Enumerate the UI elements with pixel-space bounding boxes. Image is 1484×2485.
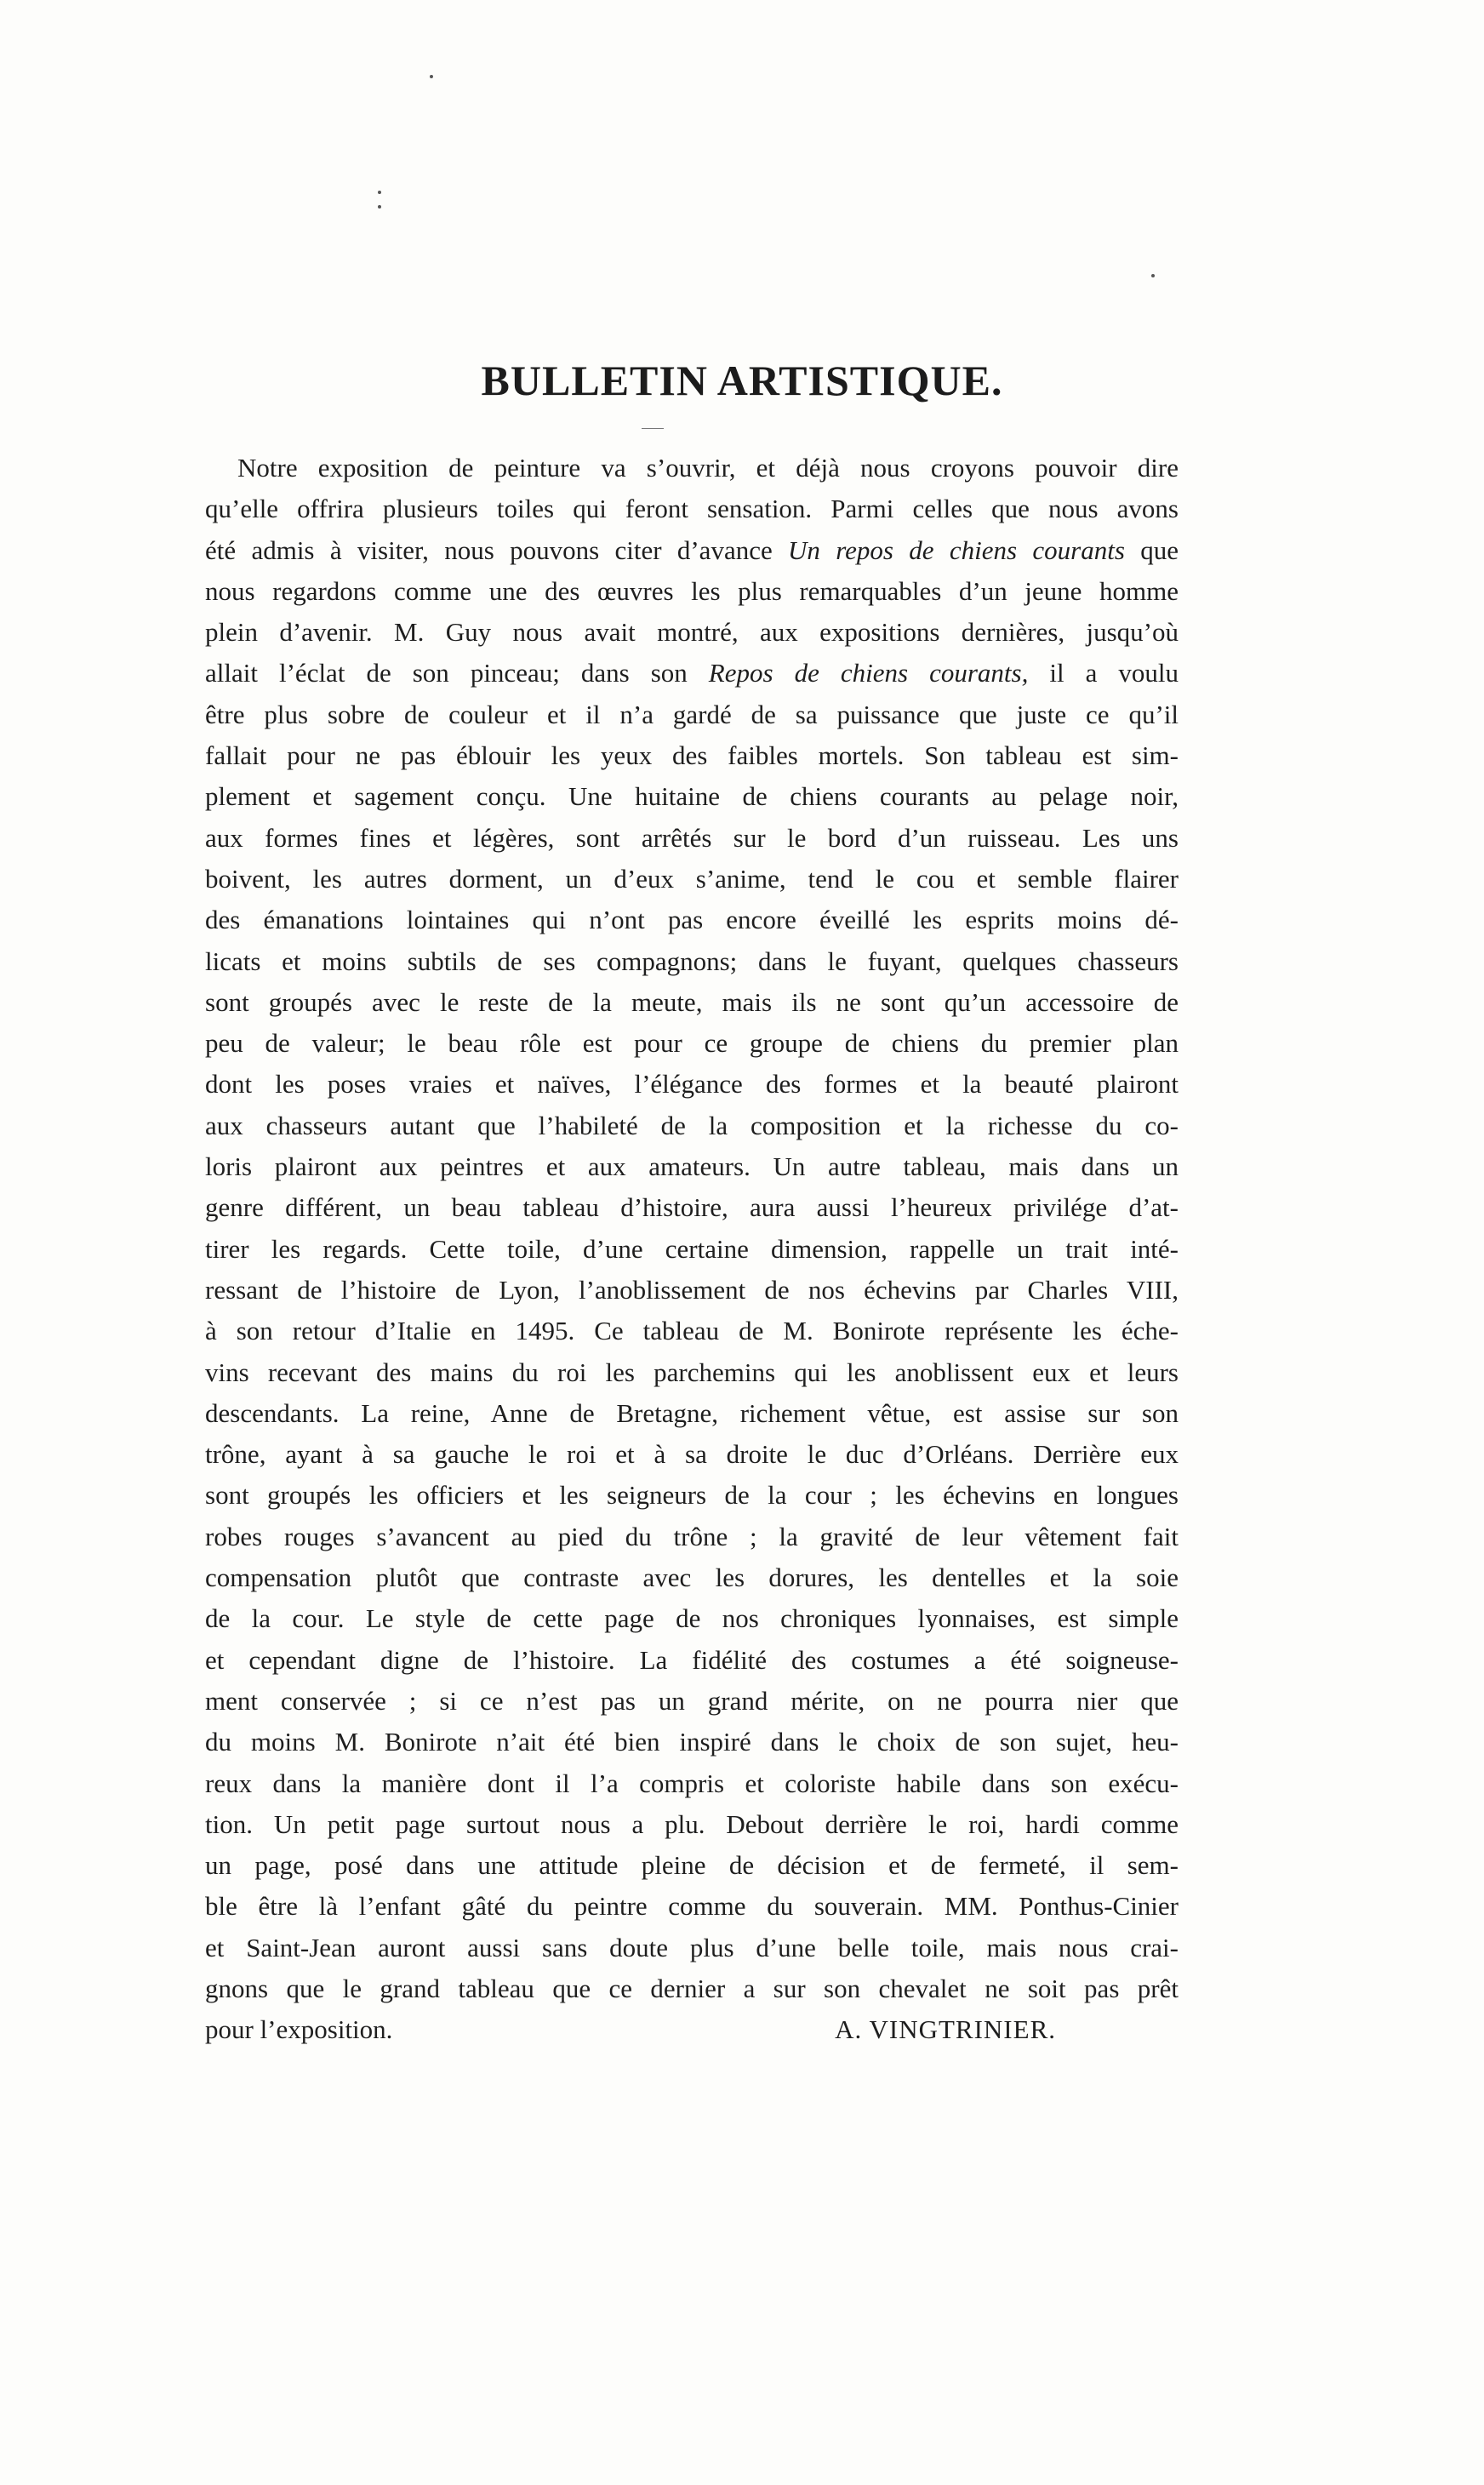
line-text: sont groupés avec le reste de la meute, mais ils ne sont qu’un accessoire de	[205, 986, 1179, 1017]
text-line	[205, 571, 1179, 612]
line-text: du moins M. Bonirote n’ait été bien inspiré dans le choix de son sujet, heu-	[205, 1727, 1179, 1757]
line-text: de la cour. Le style de cette page de nos chroniques lyonnaises, est simple	[205, 1603, 1179, 1634]
line-text: dont les poses vraies et naïves, l’élégance des formes et la beauté plairont	[205, 1069, 1179, 1100]
line-text: été admis à visiter, nous pouvons citer d’avance	[205, 534, 789, 565]
text-line	[205, 1434, 1179, 1475]
line-text: loris plairont aux peintres et aux amateurs. Un autre tableau, mais dans un	[205, 1151, 1179, 1182]
line-text: fallait pour ne pas éblouir les yeux des faibles mortels. Son tableau est sim-	[205, 740, 1179, 771]
line-text: Notre exposition de peinture va s’ouvrir, et déjà nous croyons pouvoir dire	[237, 453, 1179, 483]
line-text: aux chasseurs autant que l’habileté de la composition et la richesse du co-	[205, 1110, 1179, 1140]
text-line	[205, 1681, 1179, 1722]
text-line	[205, 1023, 1179, 1064]
ink-speck	[378, 205, 381, 209]
line-text: ble être là l’enfant gâté du peintre comme du souverain. MM. Ponthus-Cinier	[205, 1891, 1179, 1922]
text-line	[205, 1146, 1179, 1187]
text-line	[205, 448, 1179, 488]
text-line	[205, 1845, 1179, 1886]
line-text: un page, posé dans une attitude pleine de décision et de fermeté, il sem-	[205, 1850, 1179, 1881]
line-text: trône, ayant à sa gauche le roi et à sa droite le duc d’Orléans. Derrière eux	[205, 1439, 1179, 1470]
line-text: reux dans la manière dont il l’a compris et coloriste habile dans son exécu-	[205, 1768, 1179, 1798]
text-line	[205, 612, 1179, 653]
line-text: plement et sagement conçu. Une huitaine de chiens courants au pelage noir,	[205, 781, 1179, 812]
text-line	[205, 1105, 1179, 1146]
line-text: des émanations lointaines qui n’ont pas encore éveillé les esprits moins dé-	[205, 905, 1179, 935]
line-text: peu de valeur; le beau rôle est pour ce groupe de chiens du premier plan	[205, 1028, 1179, 1059]
line-text: robes rouges s’avancent au pied du trône ; la gravité de leur vêtement fait	[205, 1521, 1179, 1551]
ink-speck	[430, 75, 433, 78]
italic-title: Repos de chiens courants,	[708, 658, 1029, 688]
line-text: gnons que le grand tableau que ce dernier a sur son chevalet ne soit pas prêt	[205, 1973, 1179, 2003]
text-line	[205, 1393, 1179, 1434]
text-line	[205, 776, 1179, 817]
bulletin-title: BULLETIN ARTISTIQUE.	[481, 357, 1003, 404]
text-line	[205, 1722, 1179, 1762]
line-text: vins recevant des mains du roi les parchemins qui les anoblissent eux et leurs	[205, 1357, 1179, 1387]
line-text: qu’elle offrira plusieurs toiles qui feront sensation. Parmi celles que nous avons	[205, 494, 1179, 524]
line-text: aux formes fines et légères, sont arrêtés sur le bord d’un ruisseau. Les uns	[205, 822, 1179, 853]
line-text: allait l’éclat de son pinceau; dans son	[205, 658, 709, 688]
text-line	[205, 1886, 1179, 1927]
text-line	[205, 1640, 1179, 1681]
line-text: boivent, les autres dorment, un d’eux s’anime, tend le cou et semble flairer	[205, 863, 1179, 894]
line-text: être plus sobre de couleur et il n’a gardé de sa puissance que juste ce qu’il	[205, 699, 1179, 729]
closing-text: pour l’exposition.	[205, 2014, 393, 2045]
text-line	[205, 1928, 1179, 1968]
text-line	[205, 859, 1179, 900]
text-line	[205, 530, 1179, 571]
ink-speck	[378, 191, 381, 194]
text-line	[205, 941, 1179, 982]
text-line	[205, 818, 1179, 859]
author-signature: A. VINGTRINIER.	[835, 2014, 1056, 2045]
line-text: descendants. La reine, Anne de Bretagne, richement vêtue, est assise sur son	[205, 1397, 1179, 1428]
text-line	[205, 982, 1179, 1023]
line-text: ment conservée ; si ce n’est pas un grand mérite, on ne pourra nier que	[205, 1685, 1179, 1716]
text-line	[205, 488, 1179, 529]
line-text: licats et moins subtils de ses compagnons; dans le fuyant, quelques chasseurs	[205, 945, 1179, 976]
article-body	[205, 448, 1179, 2051]
text-line	[205, 1598, 1179, 1639]
text-line	[205, 1804, 1179, 1845]
italic-title: Un repos de chiens courants	[788, 534, 1125, 565]
text-line	[205, 1270, 1179, 1311]
text-line	[205, 1475, 1179, 1516]
line-text: nous regardons comme une des œuvres les plus remarquables d’un jeune homme	[205, 575, 1179, 606]
line-text: et cependant digne de l’histoire. La fidélité des costumes a été soigneuse-	[205, 1644, 1179, 1675]
line-text: sont groupés les officiers et les seigneurs de la cour ; les échevins en longues	[205, 1480, 1179, 1511]
line-text: à son retour d’Italie en 1495. Ce tableau de M. Bonirote représente les éche-	[205, 1316, 1179, 1346]
text-line	[205, 1517, 1179, 1557]
line-text: genre différent, un beau tableau d’histoire, aura aussi l’heureux privilége d’at-	[205, 1192, 1179, 1223]
text-line	[205, 1187, 1179, 1228]
article-lines	[205, 448, 1179, 2009]
line-text: tion. Un petit page surtout nous a plu. Debout derrière le roi, hardi comme	[205, 1808, 1179, 1839]
ink-speck	[1151, 274, 1155, 277]
article-signoff	[205, 2009, 1179, 2050]
text-line	[205, 1311, 1179, 1351]
line-text: ressant de l’histoire de Lyon, l’anoblissement de nos échevins par Charles VIII,	[205, 1274, 1179, 1305]
text-line	[205, 1229, 1179, 1270]
text-line	[205, 735, 1179, 776]
line-text: il a voulu	[1028, 658, 1179, 688]
text-line	[205, 900, 1179, 940]
line-text: que	[1124, 534, 1179, 565]
line-text: tirer les regards. Cette toile, d’une certaine dimension, rappelle un trait inté-	[205, 1233, 1179, 1264]
text-line	[205, 694, 1179, 735]
text-line	[205, 1968, 1179, 2009]
text-line	[205, 653, 1179, 694]
line-text: compensation plutôt que contraste avec les dorures, les dentelles et la soie	[205, 1562, 1179, 1593]
text-line	[205, 1064, 1179, 1105]
text-line	[205, 1352, 1179, 1393]
text-line	[205, 1763, 1179, 1804]
line-text: plein d’avenir. M. Guy nous avait montré, aux expositions dernières, jusqu’où	[205, 617, 1179, 648]
title-divider	[642, 428, 664, 429]
line-text: et Saint-Jean auront aussi sans doute plus d’une belle toile, mais nous crai-	[205, 1932, 1179, 1962]
text-line	[205, 1557, 1179, 1598]
